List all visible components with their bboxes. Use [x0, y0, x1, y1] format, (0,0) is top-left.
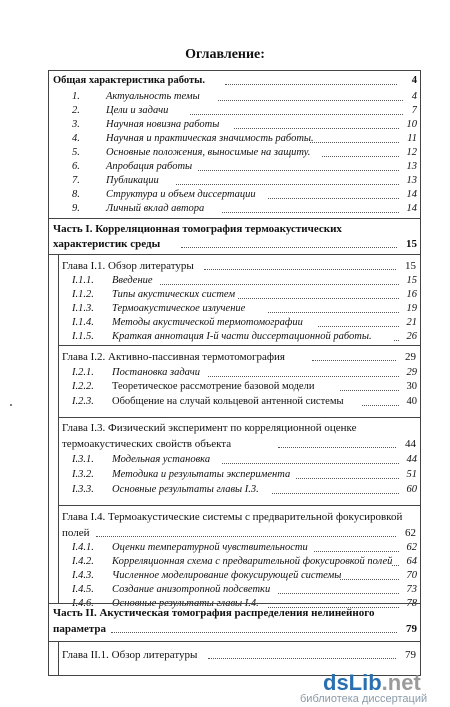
toc-entry[interactable]: 2. Цели и задачи 7: [72, 105, 417, 116]
toc-entry[interactable]: I.1.2. Типы акустических систем 16: [72, 289, 417, 300]
toc-entry[interactable]: I.4.5. Создание анизотропной подсветки 73: [72, 584, 417, 595]
chapter-frame-left: [58, 417, 59, 505]
toc-part-2-line1[interactable]: Часть II. Акустическая томография распределения нелинейного: [53, 607, 375, 619]
watermark-subtitle: библиотека диссертаций: [300, 693, 428, 705]
toc-entry[interactable]: I.1.5. Краткая аннотация I-й части диссертационной работы. 26: [72, 331, 417, 342]
toc-part-1[interactable]: характеристик среды 15: [53, 238, 417, 250]
toc-part-1-line1[interactable]: Часть I. Корреляционная томография термоакустических: [53, 223, 342, 235]
divider: [58, 505, 421, 506]
divider: [58, 417, 421, 418]
divider: [48, 603, 421, 604]
toc-entry[interactable]: I.4.6. Основные результаты главы I.4. 78: [72, 598, 417, 609]
page-title: Оглавление:: [185, 47, 265, 62]
toc-entry[interactable]: I.1.3. Термоакустическое излучение 19: [72, 303, 417, 314]
toc-entry[interactable]: I.4.1. Оценки температурной чувствительности 62: [72, 542, 417, 553]
divider: [48, 218, 421, 219]
divider: [48, 641, 421, 642]
divider: [58, 345, 421, 346]
scan-speck: [10, 404, 12, 406]
chapter-frame-left: [58, 345, 59, 417]
toc-chapter-i4[interactable]: полей 62: [62, 527, 416, 539]
chapter-frame-left: [58, 505, 59, 603]
toc-chapter-i3-line1[interactable]: Глава I.3. Физический эксперимент по корреляционной оценке: [62, 422, 357, 434]
watermark-logo: dsLib.net: [323, 670, 421, 695]
toc-entry[interactable]: 6. Апробация работы 13: [72, 161, 417, 172]
toc-entry[interactable]: 4. Научная и практическая значимость работы. 11: [72, 133, 417, 144]
toc-entry[interactable]: I.4.3. Численное моделирование фокусирующей системы 70: [72, 570, 417, 581]
toc-chapter-i4-line1[interactable]: Глава I.4. Термоакустические системы с предварительной фокусировкой: [62, 511, 403, 523]
toc-entry[interactable]: 9. Личный вклад автора 14: [72, 203, 417, 214]
toc-entry[interactable]: I.3.2. Методика и результаты эксперимента 51: [72, 469, 417, 480]
toc-chapter-i1[interactable]: Глава I.1. Обзор литературы 15: [62, 260, 416, 272]
toc-entry[interactable]: I.1.1. Введение 15: [72, 275, 417, 286]
leader-dots: [225, 74, 397, 85]
toc-part-2[interactable]: параметра 79: [53, 623, 417, 635]
toc-general-heading[interactable]: [53, 74, 417, 88]
toc-page-number: 4: [411, 75, 417, 86]
toc-entry[interactable]: I.2.2. Теоретическое рассмотрение базовой модели 30: [72, 381, 417, 392]
chapter-frame-left: [58, 641, 59, 676]
toc-chapter-i2[interactable]: Глава I.2. Активно-пассивная термотомография 29: [62, 351, 416, 363]
divider: [48, 254, 421, 255]
toc-entry[interactable]: I.1.4. Методы акустической термотомографии 21: [72, 317, 417, 328]
toc-entry[interactable]: 5. Основные положения, выносимые на защиту. 12: [72, 147, 417, 158]
toc-entry[interactable]: I.3.3. Основные результаты главы I.3. 60: [72, 484, 417, 495]
toc-chapter-ii1[interactable]: Глава II.1. Обзор литературы 79: [62, 649, 416, 661]
toc-entry[interactable]: I.3.1. Модельная установка 44: [72, 454, 417, 465]
toc-entry[interactable]: I.2.3. Обобщение на случай кольцевой антенной системы 40: [72, 396, 417, 407]
toc-entry[interactable]: 1. Актуальность темы 4: [72, 91, 417, 102]
toc-entry[interactable]: I.2.1. Постановка задачи 29: [72, 367, 417, 378]
toc-entry[interactable]: 7. Публикации 13: [72, 175, 417, 186]
chapter-frame-left: [58, 254, 59, 345]
toc-chapter-i3[interactable]: термоакустических свойств объекта 44: [62, 438, 416, 450]
toc-entry[interactable]: I.4.2. Корреляционная схема с предварительной фокусировкой полей 64: [72, 556, 417, 567]
toc-general-title: Общая характеристика работы.: [53, 75, 205, 86]
toc-entry[interactable]: 8. Структура и объем диссертации 14: [72, 189, 417, 200]
toc-entry[interactable]: 3. Научная новизна работы 10: [72, 119, 417, 130]
